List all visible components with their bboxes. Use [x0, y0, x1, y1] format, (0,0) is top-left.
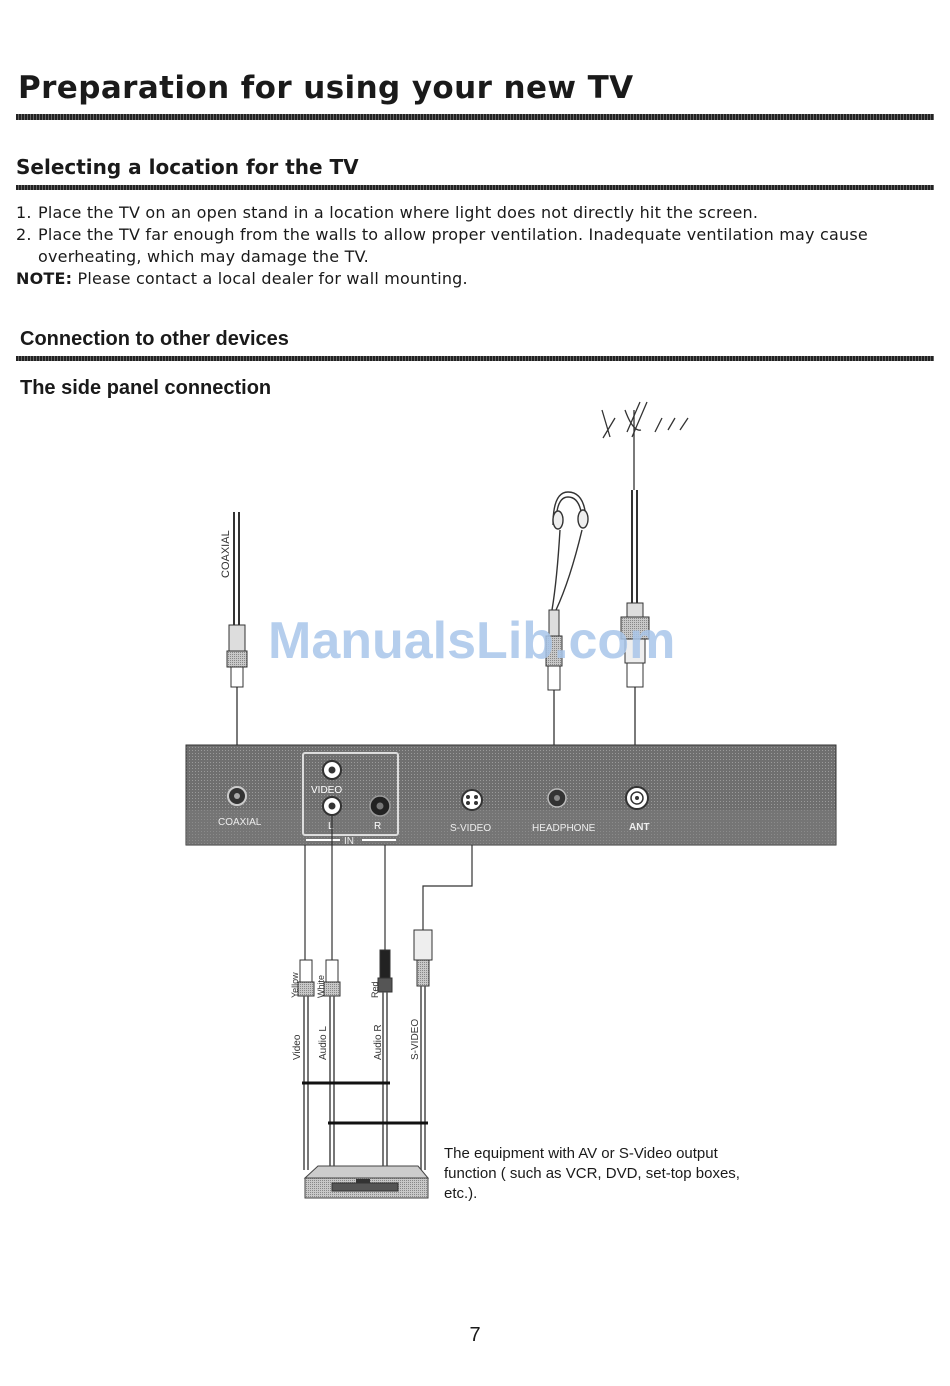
av-device-icon	[305, 1166, 428, 1198]
device-cables	[304, 986, 425, 1170]
panel-label-ant: ANT	[629, 822, 650, 833]
audio-r-jack-icon	[370, 796, 390, 816]
coaxial-jack-icon	[228, 787, 246, 805]
watermark: ManualsLib.com	[268, 612, 676, 670]
note-label: NOTE:	[16, 269, 73, 288]
list-item-text: Place the TV on an open stand in a location where light does not directly hit the screen.	[38, 203, 759, 222]
section-title-location: Selecting a location for the TV	[16, 155, 359, 179]
list-item-number: 1.	[16, 203, 32, 222]
panel-label-in: IN	[344, 836, 354, 847]
plug-label-yellow: Yellow	[290, 972, 300, 998]
panel-label-video: VIDEO	[311, 785, 343, 796]
cable-label-audio-r: Audio R	[373, 1024, 384, 1060]
audio-l-plug-icon	[324, 960, 340, 996]
audio-r-plug-icon	[378, 950, 392, 992]
panel-label-l: L	[328, 821, 334, 832]
headphone-jack-icon	[548, 789, 566, 807]
cable-label-video: Video	[292, 1034, 303, 1060]
panel-label-r: R	[374, 821, 382, 832]
cable-label-audio-l: Audio L	[318, 1026, 329, 1060]
panel-label-coaxial: COAXIAL	[218, 817, 262, 828]
list-item-text: Place the TV far enough from the walls to allow proper ventilation. Inadequate ventilation may cause overheating, which may damage the TV.	[38, 225, 868, 266]
antenna-icon	[602, 402, 688, 605]
list-item-number: 2.	[16, 225, 32, 244]
plug-label-white: White	[316, 974, 326, 998]
ant-jack-icon	[626, 787, 648, 809]
subsection-title: The side panel connection	[20, 377, 272, 399]
panel-label-headphone: HEADPHONE	[532, 823, 596, 834]
headphone-icon	[552, 492, 588, 610]
video-jack-icon	[323, 761, 341, 779]
diagram-caption: The equipment with AV or S-Video output function ( such as VCR, DVD, set-top boxes, etc.).	[444, 1145, 740, 1202]
page-title: Preparation for using your new TV	[18, 70, 634, 106]
side-panel	[186, 745, 836, 845]
coaxial-cable-label: COAXIAL	[220, 530, 232, 578]
video-plug-icon	[298, 960, 314, 996]
plug-label-red: Red	[370, 981, 380, 998]
svideo-plug-icon	[414, 930, 432, 986]
svideo-jack-icon	[462, 790, 482, 810]
cable-label-svideo: S-VIDEO	[410, 1018, 421, 1060]
audio-l-jack-icon	[323, 797, 341, 815]
page-number: 7	[469, 1324, 481, 1346]
section-title-connection: Connection to other devices	[20, 328, 289, 350]
panel-label-svideo: S-VIDEO	[450, 823, 492, 834]
note-text: Please contact a local dealer for wall mounting.	[77, 269, 468, 288]
